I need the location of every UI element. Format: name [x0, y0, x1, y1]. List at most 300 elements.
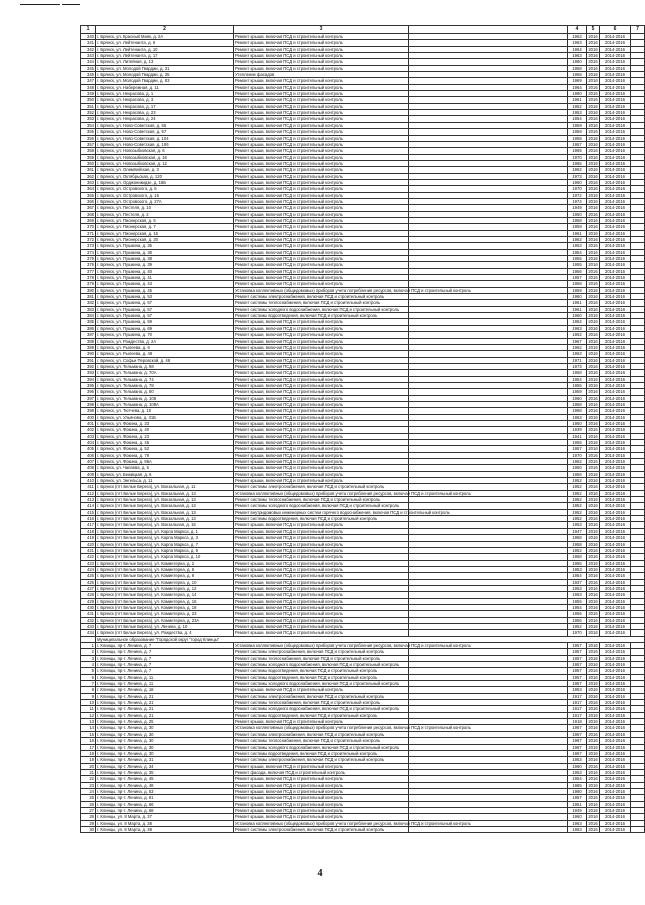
row-number: 371	[81, 230, 96, 236]
row-number: 353	[81, 116, 96, 122]
row-number: 385	[81, 319, 96, 325]
row-plan-year: 2016	[588, 103, 598, 109]
row-work-type: Ремонт крыши, включая ПСД и строительный контроль	[234, 275, 409, 281]
row-plan-year: 2016	[588, 401, 598, 407]
row-number: 26	[81, 801, 96, 807]
row-number: 406	[81, 452, 96, 458]
row-address: г. Брянск, ул. Фокина, д. 33	[96, 420, 234, 426]
row-plan-year: 2016	[588, 78, 598, 84]
row-build-year: 1963	[568, 40, 587, 46]
row-build-year: 1958	[568, 135, 587, 141]
row-build-year: 1963	[568, 820, 587, 826]
row-work-type: Ремонт крыши, включая ПСД и строительный контроль	[234, 224, 409, 230]
row-address: г. Брянск, ул. Фокина, д. 79	[96, 452, 234, 458]
row-address: г. Брянск, ул. Чапаева, д. 5	[96, 465, 234, 471]
row-period: 2014-2016	[600, 623, 631, 629]
row-number: 430	[81, 604, 96, 610]
row-period: 2014-2016	[600, 478, 631, 484]
row-work-type: Ремонт крыши, включая ПСД и строительный контроль	[234, 59, 409, 65]
row-period: 2014-2016	[600, 459, 631, 465]
row-work-type: Ремонт внутридомовых инженерных систем горячего водоснабжения, включая ПСД и строительный контроль	[235, 509, 450, 515]
row-build-year: 1959	[568, 287, 587, 293]
row-plan-year: 2016	[588, 357, 598, 363]
row-address: г. Брянск (пгт Белые Берега), ул. Карла Маркса, д. 1	[96, 528, 234, 534]
row-build-year: 1957	[568, 655, 587, 661]
row-period: 2014-2016	[600, 693, 631, 699]
row-address: г. Брянск (пгт Белые Берега), ул. Вокзальная, д. 13	[96, 490, 234, 496]
row-build-year: 1953	[568, 522, 587, 528]
row-number: 367	[81, 205, 96, 211]
row-period: 2014-2016	[600, 59, 631, 65]
row-address: г. Клинцы, пр-т. Ленина, д. 30	[96, 725, 234, 731]
row-plan-year: 2016	[588, 160, 598, 166]
row-number: 348	[81, 84, 96, 90]
row-work-type: Ремонт системы водоотведения, включая ПСД и строительный контроль	[234, 313, 409, 319]
row-number: 356	[81, 135, 96, 141]
row-number: 374	[81, 249, 96, 255]
row-number: 389	[81, 344, 96, 350]
row-build-year: 1956	[568, 471, 587, 477]
row-address: г. Брянск, ул. Пестеля, д. 10	[96, 205, 234, 211]
row-address: г. Брянск, ул. Фокина, д. 52	[96, 446, 234, 452]
row-period: 2014-2016	[600, 179, 631, 185]
row-build-year: 1960	[568, 313, 587, 319]
row-build-year: 1957	[568, 643, 587, 649]
row-work-type: Ремонт системы электроснабжения, включая ПСД и строительный контроль	[234, 693, 409, 699]
row-period: 2014-2016	[600, 160, 631, 166]
row-period: 2014-2016	[600, 338, 631, 344]
row-build-year: 1967	[568, 750, 587, 756]
row-period: 2014-2016	[600, 452, 631, 458]
row-plan-year: 2016	[588, 186, 598, 192]
row-address: г. Брянск, ул. Пестеля, д. 2	[96, 211, 234, 217]
row-period: 2014-2016	[600, 173, 631, 179]
row-plan-year: 2016	[588, 788, 598, 794]
row-work-type: Ремонт крыши, включая ПСД и строительный контроль	[234, 34, 409, 40]
row-number: 433	[81, 623, 96, 629]
row-build-year: 1967	[568, 725, 587, 731]
row-work-type: Ремонт крыши, включая ПСД и строительный контроль	[234, 452, 409, 458]
row-plan-year: 2016	[588, 179, 598, 185]
row-number: 404	[81, 440, 96, 446]
row-plan-year: 2016	[588, 554, 598, 560]
row-number: 7	[81, 681, 96, 687]
row-number: 3	[81, 655, 96, 661]
row-number: 10	[81, 700, 96, 706]
row-build-year: 1967	[568, 738, 587, 744]
row-plan-year: 2016	[588, 275, 598, 281]
row-work-type: Ремонт крыши, включая ПСД и строительный контроль	[234, 40, 409, 46]
row-period: 2014-2016	[600, 528, 631, 534]
row-work-type: Ремонт крыши, включая ПСД и строительный контроль	[234, 281, 409, 287]
row-build-year: 1950	[568, 465, 587, 471]
row-plan-year: 2016	[588, 547, 598, 553]
row-number: 407	[81, 459, 96, 465]
row-plan-year: 2016	[588, 700, 598, 706]
row-build-year: 1949	[568, 205, 587, 211]
row-period: 2014-2016	[600, 281, 631, 287]
row-plan-year: 2016	[588, 649, 598, 655]
row-work-type: Ремонт крыши, включая ПСД и строительный контроль	[234, 719, 409, 725]
row-plan-year: 2016	[588, 478, 598, 484]
row-work-type: Ремонт крыши, включая ПСД и строительный контроль	[234, 325, 409, 331]
row-number: 373	[81, 243, 96, 249]
row-number: 395	[81, 382, 96, 388]
row-number: 418	[81, 528, 96, 534]
row-build-year: 1952	[568, 509, 587, 515]
row-number: 376	[81, 262, 96, 268]
row-period: 2014-2016	[600, 306, 631, 312]
row-build-year: 1961	[568, 306, 587, 312]
row-period: 2014-2016	[600, 731, 631, 737]
row-number: 397	[81, 395, 96, 401]
row-plan-year: 2016	[588, 459, 598, 465]
row-number: 414	[81, 503, 96, 509]
row-plan-year: 2016	[588, 801, 598, 807]
row-number: 411	[81, 484, 96, 490]
row-plan-year: 2016	[588, 395, 598, 401]
row-number: 400	[81, 414, 96, 420]
row-period: 2014-2016	[600, 72, 631, 78]
row-plan-year: 2016	[588, 217, 598, 223]
row-build-year: 1960	[568, 814, 587, 820]
row-build-year: 1963	[568, 53, 587, 59]
row-plan-year: 2016	[588, 598, 598, 604]
section-title: Муниципальное образование "Городской округ "город Клинцы"	[96, 636, 645, 642]
row-work-type: Ремонт крыши, включая ПСД и строительный контроль	[234, 237, 409, 243]
row-number: 383	[81, 306, 96, 312]
row-plan-year: 2016	[588, 623, 598, 629]
row-number: 19	[81, 757, 96, 763]
row-period: 2014-2016	[600, 820, 631, 826]
row-period: 2014-2016	[600, 249, 631, 255]
row-build-year: 1972	[568, 192, 587, 198]
row-number: 402	[81, 427, 96, 433]
row-period: 2014-2016	[600, 401, 631, 407]
row-build-year: 1954	[568, 249, 587, 255]
row-number: 27	[81, 807, 96, 813]
row-work-type: Ремонт крыши, включая ПСД и строительный контроль	[234, 782, 409, 788]
row-build-year: 1952	[568, 503, 587, 509]
row-plan-year: 2016	[588, 344, 598, 350]
header-rule-short	[62, 4, 80, 5]
row-work-type: Ремонт крыши, включая ПСД и строительный контроль	[234, 801, 409, 807]
row-work-type: Ремонт системы электроснабжения, включая ПСД и строительный контроль	[234, 484, 409, 490]
row-address: г. Брянск, ул. Фокина, д. 45	[96, 440, 234, 446]
row-work-type: Ремонт крыши, включая ПСД и строительный контроль	[234, 414, 409, 420]
row-work-type: Ремонт крыши, включая ПСД и строительный контроль	[234, 547, 409, 553]
row-build-year: 1971	[568, 357, 587, 363]
row-period: 2014-2016	[600, 554, 631, 560]
row-plan-year: 2016	[588, 611, 598, 617]
row-plan-year: 2016	[588, 313, 598, 319]
row-period: 2014-2016	[600, 46, 631, 52]
row-build-year: 1959	[568, 129, 587, 135]
row-number: 401	[81, 420, 96, 426]
row-plan-year: 2016	[588, 484, 598, 490]
row-work-type: Ремонт крыши, включая ПСД и строительный контроль	[234, 687, 409, 693]
row-work-type: Установка коллективных (общедомовых) приборов учета потребления ресурсов, включая ПСД и строительный контроль	[235, 490, 471, 496]
row-build-year: 1967	[568, 744, 587, 750]
row-plan-year: 2016	[588, 490, 598, 496]
row-number: 25	[81, 795, 96, 801]
row-build-year: 1960	[568, 91, 587, 97]
row-plan-year: 2016	[588, 230, 598, 236]
row-build-year: 1937	[568, 579, 587, 585]
row-work-type: Ремонт крыши, включая ПСД и строительный контроль	[234, 617, 409, 623]
row-work-type: Ремонт крыши, включая ПСД и строительный контроль	[234, 256, 409, 262]
row-number: 4	[81, 662, 96, 668]
row-period: 2014-2016	[600, 649, 631, 655]
row-work-type: Установка коллективных (общедомовых) приборов учета потребления ресурсов, включая ПСД и строительный контроль	[235, 287, 471, 293]
row-build-year: 1957	[568, 674, 587, 680]
row-number: 18	[81, 750, 96, 756]
row-work-type: Ремонт системы водоотведения, включая ПСД и строительный контроль	[234, 674, 409, 680]
row-number: 346	[81, 72, 96, 78]
row-period: 2014-2016	[600, 351, 631, 357]
row-work-type: Ремонт крыши, включая ПСД и строительный контроль	[234, 471, 409, 477]
row-period: 2014-2016	[600, 103, 631, 109]
row-period: 2014-2016	[600, 712, 631, 718]
row-address: г. Клинцы, пр-т. Ленина, д. 21	[96, 700, 234, 706]
row-address: г. Клинцы, пр-т. Ленина, д. 21	[96, 712, 234, 718]
row-number: 24	[81, 788, 96, 794]
row-number: 29	[81, 820, 96, 826]
row-plan-year: 2016	[588, 446, 598, 452]
row-plan-year: 2016	[588, 814, 598, 820]
row-plan-year: 2016	[588, 465, 598, 471]
row-number: 403	[81, 433, 96, 439]
row-address: г. Брянск, ул. Островского, д. 5	[96, 186, 234, 192]
row-work-type: Ремонт крыши, включая ПСД и строительный контроль	[234, 598, 409, 604]
row-build-year: 1954	[568, 116, 587, 122]
row-period: 2014-2016	[600, 503, 631, 509]
row-period: 2014-2016	[600, 332, 631, 338]
row-number: 392	[81, 363, 96, 369]
row-plan-year: 2016	[588, 668, 598, 674]
row-period: 2014-2016	[600, 681, 631, 687]
row-build-year: 1970	[568, 186, 587, 192]
row-build-year: 1970	[568, 452, 587, 458]
row-build-year: 1955	[568, 598, 587, 604]
row-number: 347	[81, 78, 96, 84]
row-work-type: Ремонт системы электроснабжения, включая ПСД и строительный контроль	[234, 757, 409, 763]
row-plan-year: 2016	[588, 389, 598, 395]
row-work-type: Ремонт крыши, включая ПСД и строительный контроль	[234, 795, 409, 801]
row-build-year: 1955	[568, 560, 587, 566]
row-period: 2014-2016	[600, 471, 631, 477]
row-number: 358	[81, 148, 96, 154]
row-build-year: 1969	[568, 78, 587, 84]
row-address: г. Клинцы, пр-т. Ленина, д. 35	[96, 769, 234, 775]
row-address: г. Брянск, ул. Пушкина, д. 69	[96, 325, 234, 331]
row-work-type: Ремонт крыши, включая ПСД и строительный контроль	[234, 592, 409, 598]
row-build-year: 1958	[568, 535, 587, 541]
row-build-year: 1962	[568, 459, 587, 465]
row-address: г. Клинцы, пр-т. Ленина, д. 31	[96, 757, 234, 763]
row-number: 366	[81, 198, 96, 204]
row-period: 2014-2016	[600, 750, 631, 756]
row-build-year: 1939	[568, 427, 587, 433]
row-work-type: Ремонт системы теплоснабжения, включая ПСД и строительный контроль	[234, 300, 409, 306]
row-build-year: 1962	[568, 344, 587, 350]
row-address: г. Клинцы, пр-т. Ленина, д. 68	[96, 807, 234, 813]
row-number: 413	[81, 497, 96, 503]
row-work-type: Ремонт крыши, включая ПСД и строительный контроль	[234, 338, 409, 344]
row-period: 2014-2016	[600, 446, 631, 452]
row-address: г. Брянск, ул. Ново-Советская, д. 55	[96, 122, 234, 128]
row-period: 2014-2016	[600, 192, 631, 198]
row-work-type: Ремонт крыши, включая ПСД и строительный контроль	[234, 192, 409, 198]
row-build-year: 1952	[568, 547, 587, 553]
row-number: 415	[81, 509, 96, 515]
row-work-type: Ремонт крыши, включая ПСД и строительный контроль	[234, 268, 409, 274]
row-plan-year: 2016	[588, 763, 598, 769]
row-plan-year: 2016	[588, 287, 598, 293]
row-build-year: 1960	[568, 763, 587, 769]
row-build-year: 1954	[568, 376, 587, 382]
row-period: 2014-2016	[600, 484, 631, 490]
row-number: 9	[81, 693, 96, 699]
row-plan-year: 2016	[588, 604, 598, 610]
row-build-year: 1958	[568, 541, 587, 547]
row-period: 2014-2016	[600, 357, 631, 363]
header-rule	[20, 4, 60, 5]
row-build-year: 1967	[568, 731, 587, 737]
row-period: 2014-2016	[600, 287, 631, 293]
row-build-year: 1957	[568, 668, 587, 674]
row-period: 2014-2016	[600, 662, 631, 668]
row-address: г. Брянск (пгт Белые Берега), ул. Коминтерна, д. 6	[96, 566, 234, 572]
row-address: г. Брянск, ул. Пушкина, д. 38	[96, 256, 234, 262]
row-work-type: Ремонт крыши, включая ПСД и строительный контроль	[234, 440, 409, 446]
row-address: г. Клинцы, пр-т. Ленина, д. 11	[96, 674, 234, 680]
row-plan-year: 2016	[588, 256, 598, 262]
row-period: 2014-2016	[600, 744, 631, 750]
row-plan-year: 2016	[588, 141, 598, 147]
row-work-type: Ремонт крыши, включая ПСД и строительный контроль	[234, 97, 409, 103]
row-period: 2014-2016	[600, 129, 631, 135]
row-address: г. Брянск, ул. Фокина, д. 40	[96, 427, 234, 433]
row-plan-year: 2016	[588, 59, 598, 65]
row-build-year: 1957	[568, 681, 587, 687]
row-period: 2014-2016	[600, 700, 631, 706]
row-address: г. Брянск (пгт Белые Берега), ул. Коминтерна, д. 8	[96, 573, 234, 579]
row-number: 23	[81, 782, 96, 788]
row-number: 380	[81, 287, 96, 293]
row-work-type: Ремонт крыши, включая ПСД и строительный контроль	[234, 623, 409, 629]
row-build-year: 1957	[568, 275, 587, 281]
row-address: г. Брянск, ул. Рылеева, д. 48	[96, 351, 234, 357]
row-build-year: 1960	[568, 395, 587, 401]
row-plan-year: 2016	[588, 420, 598, 426]
row-plan-year: 2016	[588, 738, 598, 744]
row-period: 2014-2016	[600, 376, 631, 382]
row-work-type: Ремонт крыши, включая ПСД и строительный контроль	[234, 459, 409, 465]
row-address: г. Брянск, ул. Бежицкая, д. 6	[96, 471, 234, 477]
row-work-type: Ремонт крыши, включая ПСД и строительный контроль	[234, 84, 409, 90]
row-period: 2014-2016	[600, 53, 631, 59]
row-period: 2014-2016	[600, 110, 631, 116]
row-build-year: 1917	[568, 693, 587, 699]
row-number: 412	[81, 490, 96, 496]
row-extra-cell	[631, 826, 645, 832]
row-plan-year: 2016	[588, 776, 598, 782]
row-build-year: 1950	[568, 211, 587, 217]
row-period: 2014-2016	[600, 313, 631, 319]
row-work-type: Ремонт крыши, включая ПСД и строительный контроль	[234, 376, 409, 382]
row-plan-year: 2016	[588, 471, 598, 477]
row-work-type: Ремонт системы водоотведения, включая ПСД и строительный контроль	[234, 712, 409, 718]
row-period: 2014-2016	[600, 687, 631, 693]
row-plan-year: 2016	[588, 370, 598, 376]
row-build-year: 1941	[568, 433, 587, 439]
row-plan-year: 2016	[588, 53, 598, 59]
row-work-type: Ремонт крыши, включая ПСД и строительный контроль	[234, 173, 409, 179]
row-address: г. Брянск, ул. Набережная, д. 11	[96, 84, 234, 90]
row-plan-year: 2016	[588, 560, 598, 566]
row-period: 2014-2016	[600, 40, 631, 46]
row-period: 2014-2016	[600, 237, 631, 243]
row-work-type: Ремонт системы электроснабжения, включая ПСД и строительный контроль	[234, 649, 409, 655]
row-build-year: 1958	[568, 401, 587, 407]
row-number: 422	[81, 554, 96, 560]
row-work-type: Ремонт крыши, включая ПСД и строительный контроль	[234, 211, 409, 217]
row-period: 2014-2016	[600, 205, 631, 211]
row-work-type: Ремонт крыши, включая ПСД и строительный контроль	[234, 217, 409, 223]
row-build-year: 1947	[568, 528, 587, 534]
row-address: г. Брянск, ул. Рылеева, д. 6	[96, 344, 234, 350]
row-period: 2014-2016	[600, 738, 631, 744]
row-work-type: Ремонт системы теплоснабжения, включая ПСД и строительный контроль	[234, 700, 409, 706]
row-number: 379	[81, 281, 96, 287]
row-work-type: Ремонт системы холодного водоснабжения, включая ПСД и строительный контроль	[234, 306, 409, 312]
row-work-type: Ремонт системы водоотведения, включая ПСД и строительный контроль	[234, 516, 409, 522]
row-work-type: Ремонт крыши, включая ПСД и строительный контроль	[234, 116, 409, 122]
row-address: г. Клинцы, пр-т. Ленина, д. 21	[96, 706, 234, 712]
row-number: 365	[81, 192, 96, 198]
row-address: г. Брянск, ул. Ульянова, д. 31Б	[96, 414, 234, 420]
row-work-type: Ремонт крыши, включая ПСД и строительный контроль	[234, 230, 409, 236]
row-plan-year: 2016	[588, 382, 598, 388]
row-address: г. Клинцы, пр-т. Ленина, д. 53	[96, 788, 234, 794]
row-period: 2014-2016	[600, 325, 631, 331]
row-work-type: Установка коллективных (общедомовых) приборов учета потребления ресурсов, включая ПСД и строительный контроль	[235, 820, 471, 826]
row-number: 351	[81, 103, 96, 109]
row-number: 11	[81, 706, 96, 712]
row-work-type: Ремонт системы теплоснабжения, включая ПСД и строительный контроль	[234, 738, 409, 744]
row-work-type: Ремонт системы холодного водоснабжения, включая ПСД и строительный контроль	[234, 744, 409, 750]
row-plan-year: 2016	[588, 294, 598, 300]
row-blank-cell	[409, 826, 568, 832]
row-number: 364	[81, 186, 96, 192]
row-work-type: Ремонт крыши, включая ПСД и строительный контроль	[234, 370, 409, 376]
row-period: 2014-2016	[600, 363, 631, 369]
row-plan-year: 2016	[588, 820, 598, 826]
row-address: г. Брянск (пгт Белые Берега), ул. Вокзальная, д. 15	[96, 522, 234, 528]
row-work-type: Ремонт крыши, включая ПСД и строительный контроль	[234, 154, 409, 160]
row-number: 14	[81, 725, 96, 731]
row-plan-year: 2016	[588, 300, 598, 306]
row-plan-year: 2016	[588, 72, 598, 78]
row-plan-year: 2016	[588, 325, 598, 331]
row-work-type: Ремонт крыши, включая ПСД и строительный контроль	[234, 807, 409, 813]
row-plan-year: 2016	[588, 769, 598, 775]
row-work-type: Ремонт фасада, включая ПСД и строительный контроль	[234, 769, 409, 775]
row-number: 381	[81, 294, 96, 300]
row-work-type: Ремонт крыши, включая ПСД и строительный контроль	[234, 243, 409, 249]
row-plan-year: 2016	[588, 351, 598, 357]
